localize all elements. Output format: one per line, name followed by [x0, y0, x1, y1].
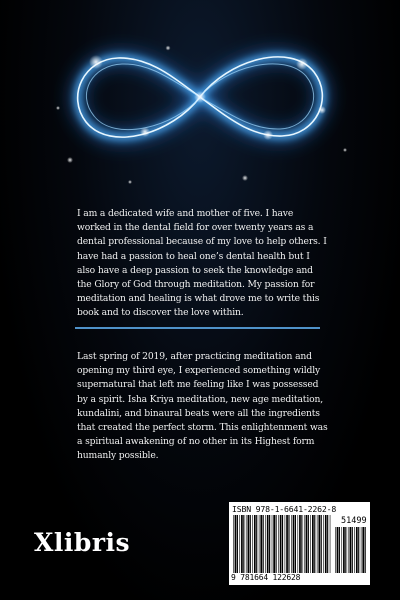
- infinity-symbol-icon: [0, 0, 400, 210]
- price-barcode-bars: [335, 527, 367, 573]
- isbn-label: ISBN 978-1-6641-2262-8: [232, 504, 337, 514]
- book-description-paragraph: Last spring of 2019, after practicing meditation and opening my third eye, I experienced something wildly supernatural that left me feeling like I was possessed by a spirit. Isha Kriya meditation, new age meditation, kundalini, and binaural beats were all the ingredients that created the perfect storm. This enlightenment was a spiritual awakening of no other in its Highest form humanly possible.: [77, 351, 328, 462]
- price-code: 51499: [341, 516, 367, 526]
- barcode-digits: 9 781664 122628: [231, 573, 301, 582]
- isbn-barcode: [229, 502, 370, 585]
- barcode-bars: [233, 515, 331, 573]
- publisher-logo: Xlibris: [34, 528, 131, 557]
- section-divider: [75, 327, 320, 329]
- author-bio-paragraph: I am a dedicated wife and mother of five. I have worked in the dental field for over twenty years as a dental professional because of my love to help others. I have had a passion to heal one’s dental health but I also have a deep passion to seek the knowledge and the Glory of God through meditation. My passion for meditation and healing is what drove me to write this book and to discover the love within.: [77, 208, 327, 319]
